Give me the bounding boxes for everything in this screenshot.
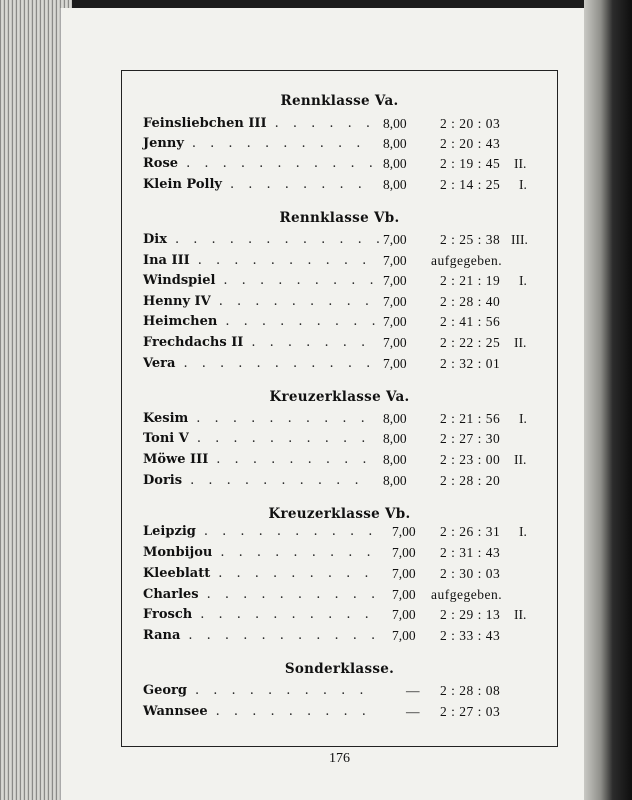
boat-name: Windspiel: [143, 273, 216, 288]
boat-name: Dix: [143, 232, 167, 247]
result-row: [143, 431, 543, 451]
section-title: Rennklasse Vb.: [279, 210, 400, 226]
leader-dots: . . . . . . . . .: [218, 566, 374, 581]
finish-time: 2 : 41 : 56: [440, 314, 501, 329]
leader-dots: . . . . . . . . . .: [196, 411, 370, 426]
result-row: [143, 335, 543, 355]
boat-name: Heimchen: [143, 314, 218, 329]
result-row: [143, 628, 543, 648]
boat-name: Frechdachs II: [143, 335, 244, 350]
placement: II.: [514, 607, 527, 622]
leader-dots: . . . . . . . . . .: [203, 524, 378, 539]
leader-dots: . . . . . . . .: [229, 177, 367, 192]
placement: II.: [514, 452, 527, 467]
finish-time: 2 : 14 : 25: [440, 177, 501, 192]
boat-name: Rose: [143, 156, 179, 171]
leader-dots: . . . . . . . . .: [215, 704, 371, 719]
section-title: Rennklasse Va.: [280, 93, 399, 109]
handicap-value: 8,00: [383, 116, 407, 131]
finish-time: 2 : 25 : 38: [440, 232, 501, 247]
finish-time: 2 : 28 : 20: [440, 473, 501, 488]
result-row: [143, 683, 543, 703]
finish-time: 2 : 20 : 43: [440, 136, 501, 151]
leader-dots: . . . . . . .: [251, 335, 371, 350]
result-row: [143, 156, 543, 176]
handicap-value: 7,00: [383, 335, 407, 350]
leader-dots: . . . . . . . . . .: [191, 136, 366, 151]
finish-time: 2 : 23 : 00: [440, 452, 501, 467]
leader-dots: . . . . . . . . .: [218, 294, 374, 309]
result-row: [143, 452, 543, 472]
handicap-value: —: [406, 704, 420, 719]
boat-name: Kleeblatt: [143, 566, 211, 581]
leader-dots: . . . . . .: [274, 116, 376, 131]
boat-name: Wannsee: [143, 704, 208, 719]
finish-time: 2 : 29 : 13: [440, 607, 501, 622]
boat-name: Jenny: [143, 136, 184, 151]
boat-name: Klein Polly: [143, 177, 222, 192]
handicap-value: 8,00: [383, 473, 407, 488]
finish-time: 2 : 27 : 03: [440, 704, 501, 719]
boat-name: Georg: [143, 683, 187, 698]
boat-name: Doris: [143, 473, 183, 488]
handicap-value: 7,00: [392, 545, 416, 560]
leader-dots: . . . . . . . . . . . .: [174, 232, 386, 247]
result-row: [143, 116, 543, 136]
placement: I.: [519, 177, 527, 192]
leader-dots: . . . . . . . . . . .: [186, 156, 378, 171]
finish-time: 2 : 21 : 56: [440, 411, 501, 426]
handicap-value: 7,00: [383, 232, 407, 247]
handicap-value: 7,00: [383, 253, 407, 268]
boat-name: Henny IV: [143, 294, 211, 309]
finish-time: 2 : 22 : 25: [440, 335, 501, 350]
placement: I.: [519, 273, 527, 288]
result-row: [143, 473, 543, 493]
handicap-value: 8,00: [383, 156, 407, 171]
boat-name: Ina III: [143, 253, 190, 268]
result-row: [143, 273, 543, 293]
handicap-value: 7,00: [392, 607, 416, 622]
leader-dots: . . . . . . . . .: [220, 545, 376, 560]
boat-name: Frosch: [143, 607, 193, 622]
boat-name: Charles: [143, 587, 199, 602]
handicap-value: —: [406, 683, 420, 698]
finish-time: 2 : 27 : 30: [440, 431, 501, 446]
section-title: Kreuzerklasse Va.: [269, 389, 410, 405]
handicap-value: 7,00: [392, 587, 416, 602]
finish-time: 2 : 31 : 43: [440, 545, 501, 560]
result-row: [143, 253, 543, 273]
leader-dots: . . . . . . . . . .: [197, 253, 372, 268]
placement: I.: [519, 524, 527, 539]
finish-time: aufgegeben.: [431, 587, 503, 602]
boat-name: Rana: [143, 628, 181, 643]
result-row: [143, 607, 543, 627]
leader-dots: . . . . . . . . . .: [200, 607, 374, 622]
boat-name: Feinsliebchen III: [143, 116, 267, 131]
placement: II.: [514, 156, 527, 171]
result-row: [143, 356, 543, 376]
finish-time: 2 : 21 : 19: [440, 273, 501, 288]
handicap-value: 8,00: [383, 431, 407, 446]
result-row: [143, 566, 543, 586]
handicap-value: 7,00: [392, 566, 416, 581]
handicap-value: 7,00: [392, 628, 416, 643]
result-row: [143, 314, 543, 334]
result-row: [143, 524, 543, 544]
placement: III.: [511, 232, 528, 247]
page-number: 176: [329, 751, 350, 766]
boat-name: Leipzig: [143, 524, 196, 539]
handicap-value: 8,00: [383, 452, 407, 467]
leader-dots: . . . . . . . . .: [223, 273, 379, 288]
leader-dots: . . . . . . . . . .: [190, 473, 364, 488]
handicap-value: 8,00: [383, 136, 407, 151]
result-row: [143, 587, 543, 607]
result-row: [143, 232, 543, 252]
section-title: Kreuzerklasse Vb.: [268, 506, 411, 522]
result-row: [143, 411, 543, 431]
leader-dots: . . . . . . . . . .: [206, 587, 381, 602]
finish-time: 2 : 28 : 40: [440, 294, 501, 309]
finish-time: 2 : 26 : 31: [440, 524, 501, 539]
boat-name: Möwe III: [143, 452, 209, 467]
leader-dots: . . . . . . . . .: [225, 314, 381, 329]
leader-dots: . . . . . . . . .: [216, 452, 372, 467]
handicap-value: 7,00: [383, 314, 407, 329]
result-row: [143, 294, 543, 314]
boat-name: Monbijou: [143, 545, 213, 560]
placement: I.: [519, 411, 527, 426]
result-row: [143, 545, 543, 565]
handicap-value: 7,00: [383, 273, 407, 288]
finish-time: 2 : 19 : 45: [440, 156, 501, 171]
handicap-value: 7,00: [392, 524, 416, 539]
leader-dots: . . . . . . . . . .: [194, 683, 369, 698]
result-row: [143, 177, 543, 197]
leader-dots: . . . . . . . . . .: [196, 431, 371, 446]
boat-name: Toni V: [143, 431, 189, 446]
section-title: Sonderklasse.: [284, 661, 395, 677]
boat-name: Kesim: [143, 411, 189, 426]
finish-time: 2 : 32 : 01: [440, 356, 501, 371]
handicap-value: 7,00: [383, 356, 407, 371]
finish-time: 2 : 28 : 08: [440, 683, 501, 698]
result-row: [143, 136, 543, 156]
handicap-value: 8,00: [383, 411, 407, 426]
placement: II.: [514, 335, 527, 350]
finish-time: 2 : 30 : 03: [440, 566, 501, 581]
handicap-value: 7,00: [383, 294, 407, 309]
finish-time: aufgegeben.: [431, 253, 503, 268]
leader-dots: . . . . . . . . . . .: [183, 356, 376, 371]
leader-dots: . . . . . . . . . . .: [188, 628, 381, 643]
book-gutter: [584, 0, 632, 800]
boat-name: Vera: [143, 356, 176, 371]
finish-time: 2 : 33 : 43: [440, 628, 501, 643]
handicap-value: 8,00: [383, 177, 407, 192]
finish-time: 2 : 20 : 03: [440, 116, 501, 131]
result-row: [143, 704, 543, 724]
